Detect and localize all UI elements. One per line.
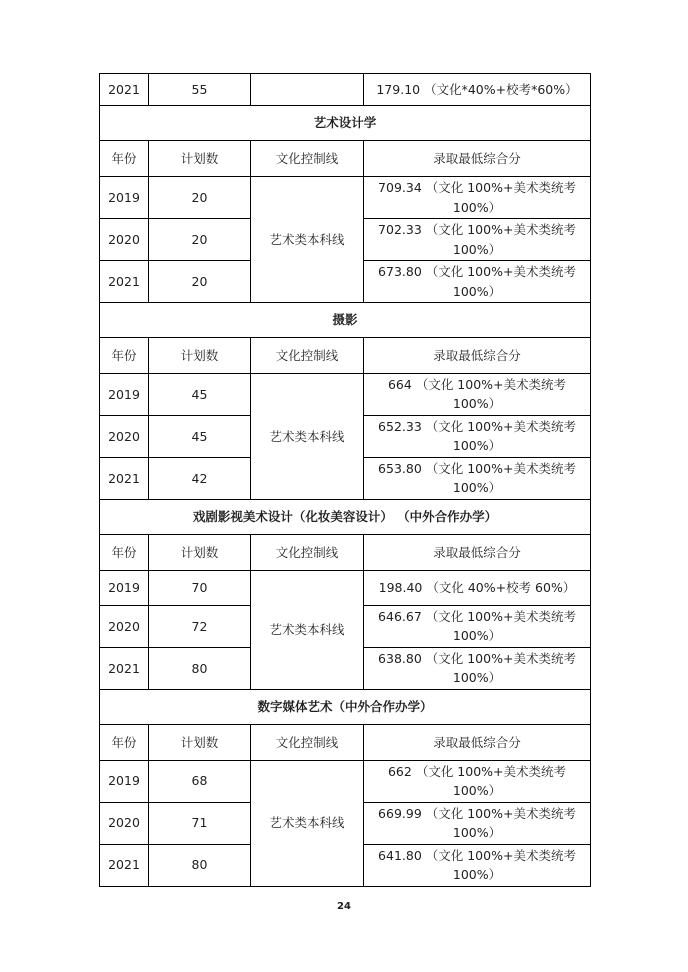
section-title-row — [100, 689, 591, 724]
section-title: 戏剧影视美术设计（化妆美容设计） （中外合作办学） — [100, 499, 591, 534]
section-title: 摄影 — [100, 303, 591, 338]
admission-score-table — [99, 73, 591, 887]
cell-year: 2020 — [100, 605, 149, 647]
cell-score: 664 （文化 100%+美术类统考 100%） — [364, 374, 591, 416]
section-title-row — [100, 499, 591, 534]
cell-plan: 71 — [149, 802, 251, 844]
cell-control-line: 艺术类本科线 — [251, 570, 364, 689]
cell-plan: 68 — [149, 760, 251, 802]
cell-score: 646.67 （文化 100%+美术类统考 100%） — [364, 605, 591, 647]
col-header-year: 年份 — [100, 338, 149, 374]
cell-year: 2019 — [100, 374, 149, 416]
column-header-row — [100, 724, 591, 760]
table-row — [100, 570, 591, 605]
cell-plan: 80 — [149, 844, 251, 886]
column-header-row — [100, 534, 591, 570]
cell-year: 2019 — [100, 570, 149, 605]
section-title: 数字媒体艺术（中外合作办学） — [100, 689, 591, 724]
cell-plan: 42 — [149, 457, 251, 499]
cell-score: 653.80 （文化 100%+美术类统考 100%） — [364, 457, 591, 499]
page-number: 24 — [337, 901, 351, 912]
cell-control-line: 艺术类本科线 — [251, 177, 364, 303]
cell-control-line: 艺术类本科线 — [251, 374, 364, 500]
cell-plan: 72 — [149, 605, 251, 647]
col-header-control-line: 文化控制线 — [251, 141, 364, 177]
col-header-score: 录取最低综合分 — [364, 338, 591, 374]
cell-score: 179.10 （文化*40%+校考*60%） — [364, 74, 591, 106]
col-header-plan: 计划数 — [149, 534, 251, 570]
cell-score: 641.80 （文化 100%+美术类统考 100%） — [364, 844, 591, 886]
cell-plan: 20 — [149, 177, 251, 219]
col-header-control-line: 文化控制线 — [251, 534, 364, 570]
table-row — [100, 177, 591, 219]
col-header-control-line: 文化控制线 — [251, 338, 364, 374]
cell-control-line-empty — [251, 74, 364, 106]
cell-plan: 80 — [149, 647, 251, 689]
section-title-row — [100, 106, 591, 141]
table-row — [100, 760, 591, 802]
cell-year: 2020 — [100, 415, 149, 457]
cell-year: 2021 — [100, 647, 149, 689]
cell-score: 652.33 （文化 100%+美术类统考 100%） — [364, 415, 591, 457]
col-header-score: 录取最低综合分 — [364, 724, 591, 760]
column-header-row — [100, 338, 591, 374]
cell-plan: 55 — [149, 74, 251, 106]
col-header-plan: 计划数 — [149, 141, 251, 177]
cell-control-line: 艺术类本科线 — [251, 760, 364, 886]
cell-score: 669.99 （文化 100%+美术类统考 100%） — [364, 802, 591, 844]
section-title: 艺术设计学 — [100, 106, 591, 141]
cell-year: 2021 — [100, 74, 149, 106]
table-row — [100, 374, 591, 416]
col-header-year: 年份 — [100, 141, 149, 177]
col-header-year: 年份 — [100, 534, 149, 570]
table-row — [100, 74, 591, 106]
cell-score: 198.40 （文化 40%+校考 60%） — [364, 570, 591, 605]
col-header-plan: 计划数 — [149, 338, 251, 374]
column-header-row — [100, 141, 591, 177]
cell-score: 662 （文化 100%+美术类统考 100%） — [364, 760, 591, 802]
cell-year: 2021 — [100, 457, 149, 499]
cell-year: 2020 — [100, 219, 149, 261]
cell-plan: 45 — [149, 415, 251, 457]
cell-plan: 20 — [149, 261, 251, 303]
cell-year: 2020 — [100, 802, 149, 844]
cell-year: 2021 — [100, 261, 149, 303]
cell-plan: 45 — [149, 374, 251, 416]
cell-score: 702.33 （文化 100%+美术类统考 100%） — [364, 219, 591, 261]
cell-year: 2019 — [100, 177, 149, 219]
cell-year: 2019 — [100, 760, 149, 802]
col-header-plan: 计划数 — [149, 724, 251, 760]
cell-score: 673.80 （文化 100%+美术类统考 100%） — [364, 261, 591, 303]
cell-plan: 70 — [149, 570, 251, 605]
cell-plan: 20 — [149, 219, 251, 261]
col-header-score: 录取最低综合分 — [364, 141, 591, 177]
col-header-score: 录取最低综合分 — [364, 534, 591, 570]
cell-score: 709.34 （文化 100%+美术类统考 100%） — [364, 177, 591, 219]
col-header-control-line: 文化控制线 — [251, 724, 364, 760]
cell-score: 638.80 （文化 100%+美术类统考 100%） — [364, 647, 591, 689]
col-header-year: 年份 — [100, 724, 149, 760]
cell-year: 2021 — [100, 844, 149, 886]
section-title-row — [100, 303, 591, 338]
